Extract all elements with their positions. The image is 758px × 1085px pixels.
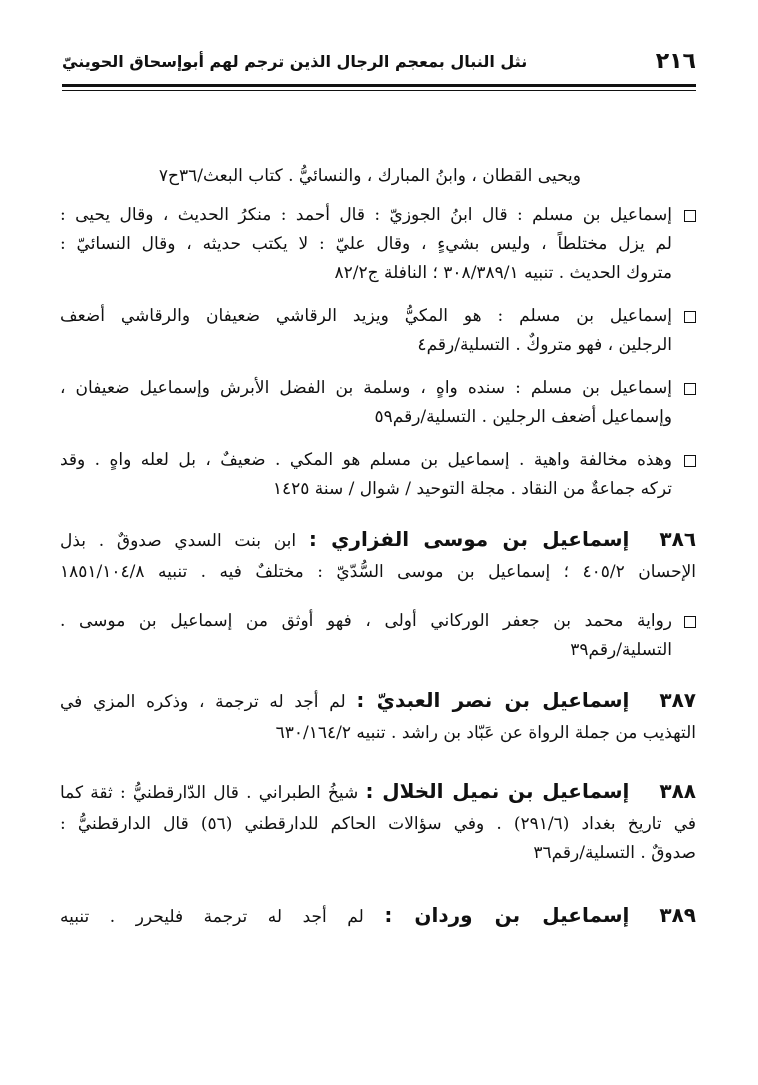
entry-line: في تاريخ بغداد (٢٩١/٦) . وفي سؤالات الحاكم للدارقطني (٥٦) قال الدارقطنيُّ : bbox=[60, 814, 696, 834]
checkbox-icon bbox=[684, 383, 696, 395]
note-4 bbox=[60, 446, 696, 504]
entry-text: لم أجد له ترجمة ، وذكره المزي في bbox=[60, 692, 346, 712]
note-line: إسماعيل بن مسلم : هو المكيُّ ويزيد الرقاشي ضعيفان والرقاشي أضعف bbox=[60, 306, 672, 326]
entry-name: إسماعيل بن وردان : bbox=[384, 903, 630, 927]
entry-text: ابن بنت السدي صدوقٌ . بذل bbox=[60, 531, 297, 551]
page-header bbox=[62, 40, 696, 82]
entry-number: ٣٨٩ bbox=[659, 903, 697, 927]
entry-first-line bbox=[60, 683, 696, 719]
note-line: متروك الحديث . تنبيه ٣٠٨/٣٨٩/١ ؛ النافلة ج٨٢/٢ bbox=[334, 263, 672, 283]
note-line: وهذه مخالفة واهية . إسماعيل بن مسلم هو المكي . ضعيفٌ ، بل لعله واهٍ . وقد bbox=[60, 450, 672, 470]
entry-text: شيخُ الطبراني . قال الدّارقطنيُّ : ثقة كما bbox=[60, 783, 359, 803]
note-2 bbox=[60, 302, 696, 360]
entry-name: إسماعيل بن نصر العبديّ : bbox=[356, 688, 630, 712]
running-title: نثل النبال بمعجم الرجال الذين ترجم لهم أبوإسحاق الحوينيّ bbox=[62, 51, 528, 71]
note-line: إسماعيل بن مسلم : سنده واهٍ ، وسلمة بن الفضل الأبرش وإسماعيل ضعيفان ، bbox=[60, 378, 672, 398]
note-line: رواية محمد بن جعفر الوركاني أولى ، فهو أوثق من إسماعيل بن موسى . bbox=[60, 611, 672, 631]
note-line: تركه جماعةٌ من النقاد . مجلة التوحيد / شوال / سنة ١٤٢٥ bbox=[272, 479, 672, 499]
entry-first-line bbox=[60, 898, 696, 934]
entry-first-line bbox=[60, 774, 696, 810]
entry-388 bbox=[60, 774, 696, 868]
entry-line: التهذيب من جملة الرواة عن عَبّاد بن راشد . تنبيه ٦٣٠/١٦٤/٢ bbox=[275, 723, 696, 743]
page-number: ٢١٦ bbox=[655, 48, 696, 74]
entry-line: صدوقٌ . التسلية/رقم٣٦ bbox=[533, 843, 696, 863]
entry-text: لم أجد له ترجمة فليحرر . تنبيه bbox=[60, 907, 364, 927]
entry-first-line bbox=[60, 522, 696, 558]
page-body bbox=[60, 162, 696, 934]
entry-386 bbox=[60, 522, 696, 587]
note-line: إسماعيل بن مسلم : قال ابنُ الجوزيّ : قال أحمد : منكرُ الحديث ، وقال يحيى : bbox=[60, 205, 672, 225]
note-line: التسلية/رقم٣٩ bbox=[570, 640, 672, 660]
checkbox-icon bbox=[684, 455, 696, 467]
checkbox-icon bbox=[684, 210, 696, 222]
note-3 bbox=[60, 374, 696, 432]
header-rule-thick bbox=[62, 84, 696, 87]
entry-name: إسماعيل بن نميل الخلال : bbox=[365, 779, 630, 803]
entry-number: ٣٨٦ bbox=[659, 527, 697, 551]
note-line: وإسماعيل أضعف الرجلين . التسلية/رقم٥٩ bbox=[374, 407, 672, 427]
note-5 bbox=[60, 607, 696, 665]
intro-line: ويحيى القطان ، وابنُ المبارك ، والنسائيُّ . كتاب البعث/٣٦ح٧ bbox=[158, 166, 581, 186]
entry-number: ٣٨٨ bbox=[659, 779, 697, 803]
note-line: الرجلين ، فهو متروكٌ . التسلية/رقم٤ bbox=[417, 335, 672, 355]
checkbox-icon bbox=[684, 311, 696, 323]
note-1 bbox=[60, 201, 696, 288]
entry-number: ٣٨٧ bbox=[659, 688, 696, 712]
entry-387 bbox=[60, 683, 696, 748]
entry-line: الإحسان ٤٠٥/٢ ؛ إسماعيل بن موسى السُّدّيّ : مختلفٌ فيه . تنبيه ١٨٥١/١٠٤/٨ bbox=[60, 562, 696, 582]
entry-389 bbox=[60, 898, 696, 934]
checkbox-icon bbox=[684, 616, 696, 628]
header-rule-thin bbox=[62, 90, 696, 91]
note-line: لم يزل مختلطاً ، وليس بشيءٍ ، وقال عليّ : لا يكتب حديثه ، وقال النسائيّ : bbox=[60, 234, 672, 254]
entry-name: إسماعيل بن موسى الفزاري : bbox=[308, 527, 630, 551]
